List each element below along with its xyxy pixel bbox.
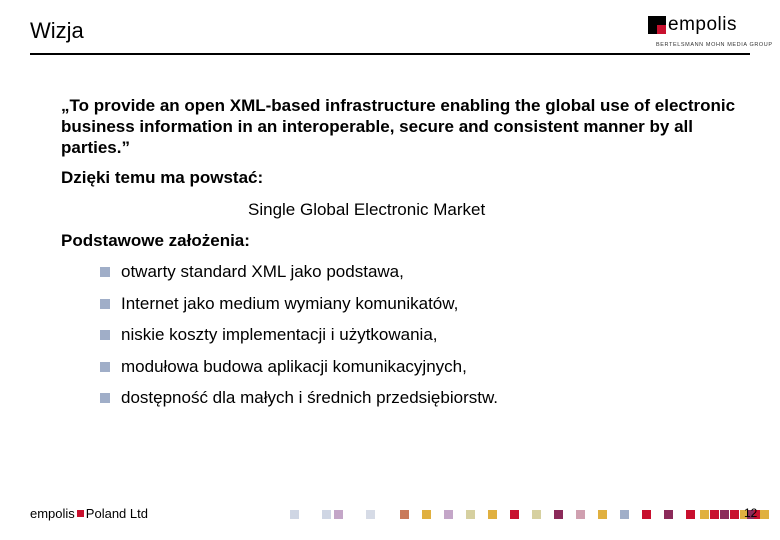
logo-subtitle: BERTELSMANN MOHN MEDIA GROUP	[656, 42, 773, 48]
footer-square-icon	[720, 510, 729, 519]
list-item	[100, 357, 498, 389]
bullet-square-icon	[100, 267, 110, 277]
bullet-square-icon	[100, 362, 110, 372]
footer-square-icon	[334, 510, 343, 519]
footer-square-icon	[532, 510, 541, 519]
footer-square-icon	[422, 510, 431, 519]
footer-square-icon	[730, 510, 739, 519]
footer-square-icon	[510, 510, 519, 519]
bullet-square-icon	[100, 393, 110, 403]
bullet-square-icon	[100, 330, 110, 340]
list-item	[100, 325, 498, 357]
header-divider	[30, 53, 750, 55]
assumptions-heading: Podstawowe założenia:	[61, 231, 250, 250]
empolis-logo-icon	[648, 16, 666, 34]
footer-square-icon	[642, 510, 651, 519]
footer-square-icon	[444, 510, 453, 519]
footer-square-icon	[620, 510, 629, 519]
list-item-text: dostępność dla małych i średnich przedsiębiorstw.	[121, 388, 499, 407]
brand-square-icon	[77, 510, 84, 517]
page-number: 12	[744, 506, 758, 520]
list-item-text: otwarty standard XML jako podstawa,	[121, 262, 404, 281]
footer-square-icon	[576, 510, 585, 519]
footer-square-icon	[290, 510, 299, 519]
footer-square-icon	[554, 510, 563, 519]
footer-square-icon	[400, 510, 409, 519]
empolis-logo	[648, 14, 773, 50]
list-item	[100, 388, 498, 420]
footer-brand	[30, 506, 148, 521]
footer-square-icon	[322, 510, 331, 519]
logo-word: empolis	[668, 14, 737, 35]
footer-square-icon	[488, 510, 497, 519]
footer-square-icon	[366, 510, 375, 519]
footer-brand-left: empolis	[30, 506, 75, 521]
footer-square-icon	[710, 510, 719, 519]
slide-title: Wizja	[30, 18, 84, 43]
bullet-square-icon	[100, 299, 110, 309]
list-item-text: niskie koszty implementacji i użytkowania,	[121, 325, 438, 344]
goal-statement: Single Global Electronic Market	[248, 200, 486, 219]
footer-square-icon	[598, 510, 607, 519]
vision-quote: „To provide an open XML-based infrastructure enabling the global use of electronic business information in an interoperable, secure and consistent manner by all parties.”	[61, 96, 736, 157]
list-item	[100, 294, 498, 326]
list-item-text: Internet jako medium wymiany komunikatów,	[121, 293, 459, 313]
list-item	[100, 262, 498, 294]
footer-brand-right: Poland Ltd	[85, 506, 148, 521]
assumptions-list	[100, 262, 498, 420]
footer-square-icon	[700, 510, 709, 519]
footer-square-icon	[760, 510, 769, 519]
list-item-text: modułowa budowa aplikacji komunikacyjnych,	[121, 356, 467, 376]
footer-square-icon	[466, 510, 475, 519]
footer-square-icon	[664, 510, 673, 519]
footer-square-icon	[686, 510, 695, 519]
dzieki-heading: Dzięki temu ma powstać:	[61, 168, 264, 187]
